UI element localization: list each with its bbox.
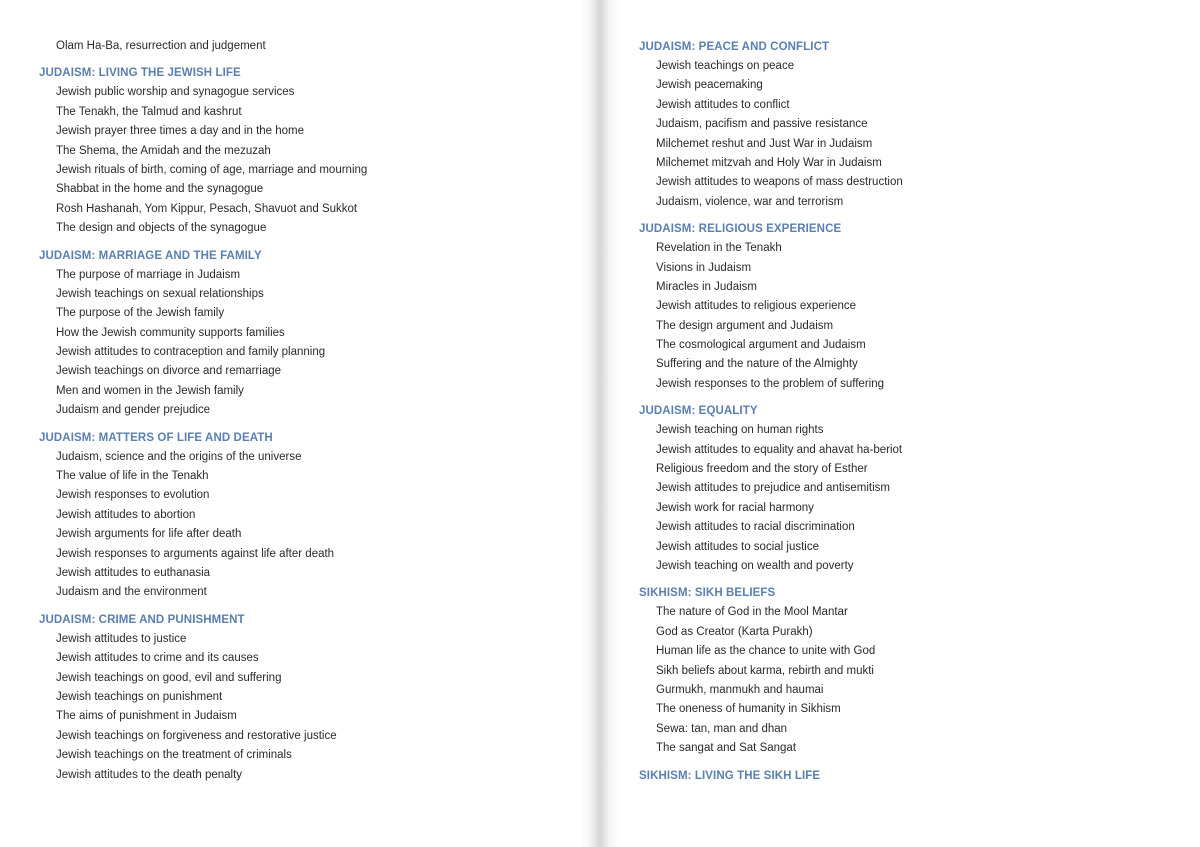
section-heading: JUDAISM: RELIGIOUS EXPERIENCE bbox=[639, 223, 842, 236]
topic-list bbox=[639, 421, 903, 576]
topic-item: Jewish teachings on punishment bbox=[56, 690, 223, 703]
topic-item: The design and objects of the synagogue bbox=[56, 222, 267, 235]
section-heading: JUDAISM: CRIME AND PUNISHMENT bbox=[39, 613, 245, 626]
topic-item: Visions in Judaism bbox=[656, 261, 752, 274]
topic-item: Jewish attitudes to weapons of mass destruction bbox=[656, 176, 903, 189]
topic-list bbox=[39, 630, 367, 785]
topic-item: How the Jewish community supports families bbox=[56, 326, 285, 339]
left-contents-column bbox=[39, 37, 367, 785]
section-heading: SIKHISM: SIKH BELIEFS bbox=[639, 587, 776, 600]
topic-item: God as Creator (Karta Purakh) bbox=[656, 625, 813, 638]
topic-item: Jewish work for racial harmony bbox=[656, 501, 814, 514]
section-heading: JUDAISM: MATTERS OF LIFE AND DEATH bbox=[39, 431, 273, 444]
left-page bbox=[0, 0, 594, 847]
topic-item: Jewish attitudes to crime and its causes bbox=[56, 652, 259, 665]
topic-item: The sangat and Sat Sangat bbox=[656, 742, 797, 755]
topic-item: Jewish teachings on peace bbox=[656, 60, 795, 72]
topic-item: The Tenakh, the Talmud and kashrut bbox=[56, 105, 242, 118]
topic-item: Sikh beliefs about karma, rebirth and mukti bbox=[656, 664, 874, 677]
topic-list bbox=[39, 83, 367, 238]
topic-item: Jewish attitudes to abortion bbox=[56, 508, 196, 521]
topic-item: Judaism, violence, war and terrorism bbox=[656, 195, 844, 208]
topic-item: Men and women in the Jewish family bbox=[56, 384, 244, 397]
topic-item: Jewish responses to the problem of suffering bbox=[656, 377, 884, 390]
topic-item: Jewish teaching on human rights bbox=[656, 424, 824, 437]
topic-item: Human life as the chance to unite with God bbox=[656, 645, 876, 658]
topic-item: The cosmological argument and Judaism bbox=[656, 339, 866, 352]
topic-item: Jewish teachings on divorce and remarriage bbox=[56, 365, 282, 378]
continued-topic-list bbox=[39, 37, 367, 56]
section-sikhism-sikh-beliefs bbox=[639, 584, 903, 758]
section-judaism-crime-and-punishment bbox=[39, 611, 367, 785]
section-heading: JUDAISM: MARRIAGE AND THE FAMILY bbox=[39, 249, 262, 262]
topic-item: Revelation in the Tenakh bbox=[656, 242, 782, 255]
topic-item: The Shema, the Amidah and the mezuzah bbox=[56, 144, 271, 157]
topic-item: Jewish arguments for life after death bbox=[56, 528, 242, 541]
topic-item: Jewish teachings on sexual relationships bbox=[56, 287, 264, 300]
section-judaism-marriage-and-the-family bbox=[39, 247, 367, 421]
topic-item: Jewish attitudes to racial discrimination bbox=[656, 521, 855, 534]
section-heading: JUDAISM: PEACE AND CONFLICT bbox=[639, 41, 830, 53]
topic-item: Olam Ha-Ba, resurrection and judgement bbox=[56, 40, 266, 52]
topic-list bbox=[639, 603, 903, 758]
topic-item: Milchemet mitzvah and Holy War in Judaism bbox=[656, 156, 882, 169]
topic-item: The oneness of humanity in Sikhism bbox=[656, 703, 841, 716]
topic-item: Jewish rituals of birth, coming of age, marriage and mourning bbox=[56, 163, 368, 176]
topic-item: The purpose of the Jewish family bbox=[56, 307, 225, 320]
topic-item: Jewish responses to arguments against life after death bbox=[56, 547, 335, 560]
topic-item: Jewish responses to evolution bbox=[56, 489, 210, 502]
topic-item: Jewish public worship and synagogue services bbox=[56, 86, 295, 99]
topic-item: Shabbat in the home and the synagogue bbox=[56, 183, 264, 196]
topic-item: Jewish attitudes to contraception and family planning bbox=[56, 346, 326, 359]
book-gutter-shadow bbox=[580, 0, 620, 847]
section-heading: JUDAISM: LIVING THE JEWISH LIFE bbox=[39, 67, 241, 80]
section-sikhism-living-the-sikh-life bbox=[639, 767, 903, 786]
topic-item: Jewish teachings on the treatment of criminals bbox=[56, 749, 292, 762]
topic-item: Jewish attitudes to prejudice and antisemitism bbox=[656, 482, 890, 495]
topic-item: The purpose of marriage in Judaism bbox=[56, 268, 241, 281]
right-contents-column bbox=[639, 37, 903, 786]
topic-item: Jewish attitudes to equality and ahavat ha-beriot bbox=[656, 443, 903, 456]
section-judaism-matters-of-life-and-death bbox=[39, 429, 367, 603]
topic-item: The nature of God in the Mool Mantar bbox=[656, 606, 848, 619]
topic-item: Jewish teachings on forgiveness and restorative justice bbox=[56, 729, 337, 742]
topic-item: The aims of punishment in Judaism bbox=[56, 710, 237, 723]
section-heading: SIKHISM: LIVING THE SIKH LIFE bbox=[639, 769, 821, 782]
topic-item: Judaism and the environment bbox=[56, 586, 207, 599]
topic-item: Suffering and the nature of the Almighty bbox=[656, 358, 858, 371]
section-judaism-religious-experience bbox=[639, 220, 903, 394]
section-judaism-living-the-jewish-life bbox=[39, 64, 367, 238]
section-heading: JUDAISM: EQUALITY bbox=[639, 405, 758, 418]
topic-item: Jewish peacemaking bbox=[656, 79, 763, 92]
topic-list bbox=[639, 239, 903, 394]
topic-item: Rosh Hashanah, Yom Kippur, Pesach, Shavuot and Sukkot bbox=[56, 202, 358, 215]
topic-item: Jewish teaching on wealth and poverty bbox=[656, 559, 854, 572]
topic-item: The value of life in the Tenakh bbox=[56, 470, 209, 483]
section-judaism-peace-and-conflict bbox=[639, 38, 903, 212]
topic-list bbox=[39, 448, 367, 603]
topic-item: Judaism and gender prejudice bbox=[56, 404, 211, 417]
topic-list bbox=[39, 266, 367, 421]
section-judaism-equality bbox=[639, 402, 903, 576]
topic-item: Jewish attitudes to euthanasia bbox=[56, 566, 211, 579]
topic-item: Jewish attitudes to justice bbox=[56, 632, 187, 645]
topic-item: The design argument and Judaism bbox=[656, 319, 834, 332]
topic-item: Miracles in Judaism bbox=[656, 280, 757, 293]
topic-list bbox=[639, 57, 903, 212]
topic-item: Sewa: tan, man and dhan bbox=[656, 722, 788, 735]
topic-item: Milchemet reshut and Just War in Judaism bbox=[656, 137, 873, 150]
topic-item: Judaism, science and the origins of the universe bbox=[56, 450, 302, 463]
topic-item: Jewish attitudes to social justice bbox=[656, 540, 819, 553]
topic-item: Jewish attitudes to the death penalty bbox=[56, 768, 243, 781]
right-page bbox=[606, 0, 1200, 847]
topic-item: Jewish attitudes to conflict bbox=[656, 98, 790, 111]
topic-item: Gurmukh, manmukh and haumai bbox=[656, 683, 824, 696]
topic-item: Jewish teachings on good, evil and suffering bbox=[56, 671, 282, 684]
topic-item: Religious freedom and the story of Esther bbox=[656, 463, 868, 476]
topic-item: Judaism, pacifism and passive resistance bbox=[656, 118, 868, 131]
topic-item: Jewish attitudes to religious experience bbox=[656, 300, 857, 313]
topic-item: Jewish prayer three times a day and in the home bbox=[56, 125, 305, 138]
